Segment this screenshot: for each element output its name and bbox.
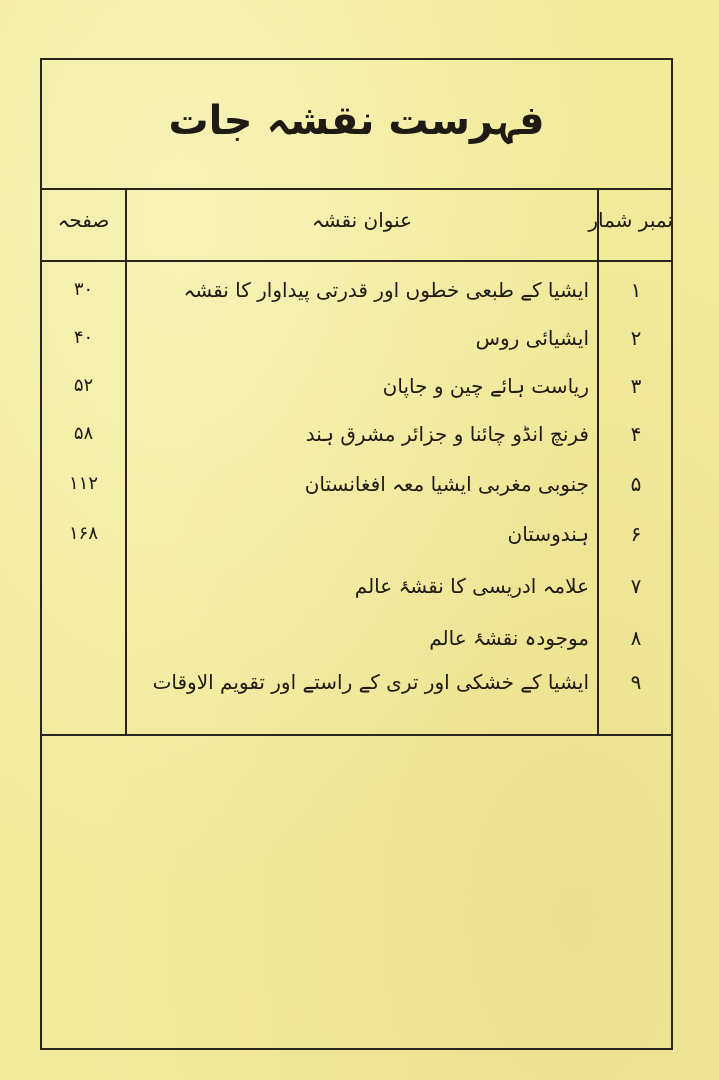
row-serial: ۳ [630,374,642,398]
row-page: ۴۰ [73,327,94,348]
row-page: ۱۶۸ [68,523,98,544]
table-bottom-rule [42,734,671,736]
row-serial: ۹ [630,670,642,694]
row-title: جنوبی مغربی ایشیا معہ افغانستان [304,472,589,496]
row-title: موجودہ نقشۂ عالم [429,626,589,650]
row-serial: ۵ [630,472,642,496]
header-page: صفحہ [57,208,110,232]
row-serial: ۷ [630,574,642,598]
row-title: فرنچ انڈو چائنا و جزائر مشرق ہند [305,422,589,446]
row-serial: ۱ [630,278,642,302]
table-row [42,268,671,312]
row-title: ریاست ہائے چین و جاپان [382,374,589,398]
header-map-title: عنوان نقشہ [311,208,413,232]
row-serial: ۴ [630,422,642,446]
row-serial: ۶ [630,522,642,546]
row-serial: ۸ [630,626,642,650]
table-row [42,364,671,408]
table-row [42,660,671,704]
row-page: ۱۱۲ [68,473,98,494]
row-title: ایشیا کے طبعی خطوں اور قدرتی پیداوار کا نقشہ [183,278,589,302]
table-row [42,462,671,506]
row-page: ۵۸ [73,423,94,444]
table-row [42,564,671,608]
row-serial: ۲ [630,326,642,350]
table-row [42,616,671,660]
title-area [42,60,671,190]
row-page: ۳۰ [73,279,94,300]
table-row [42,512,671,556]
page-title: فہرست نقشہ جات [168,98,545,144]
row-title: ایشیا کے خشکی اور تری کے راستے اور تقویم الاوقات [152,670,589,694]
document-frame [40,58,673,1050]
row-page: ۵۲ [73,375,94,396]
table-row [42,412,671,456]
row-title: ایشیائی روس [475,326,589,350]
table-row [42,316,671,360]
row-title: علامہ ادریسی کا نقشۂ عالم [354,574,589,598]
row-title: ہندوستان [507,522,589,546]
header-serial-number: نمبر شمار [588,208,673,232]
